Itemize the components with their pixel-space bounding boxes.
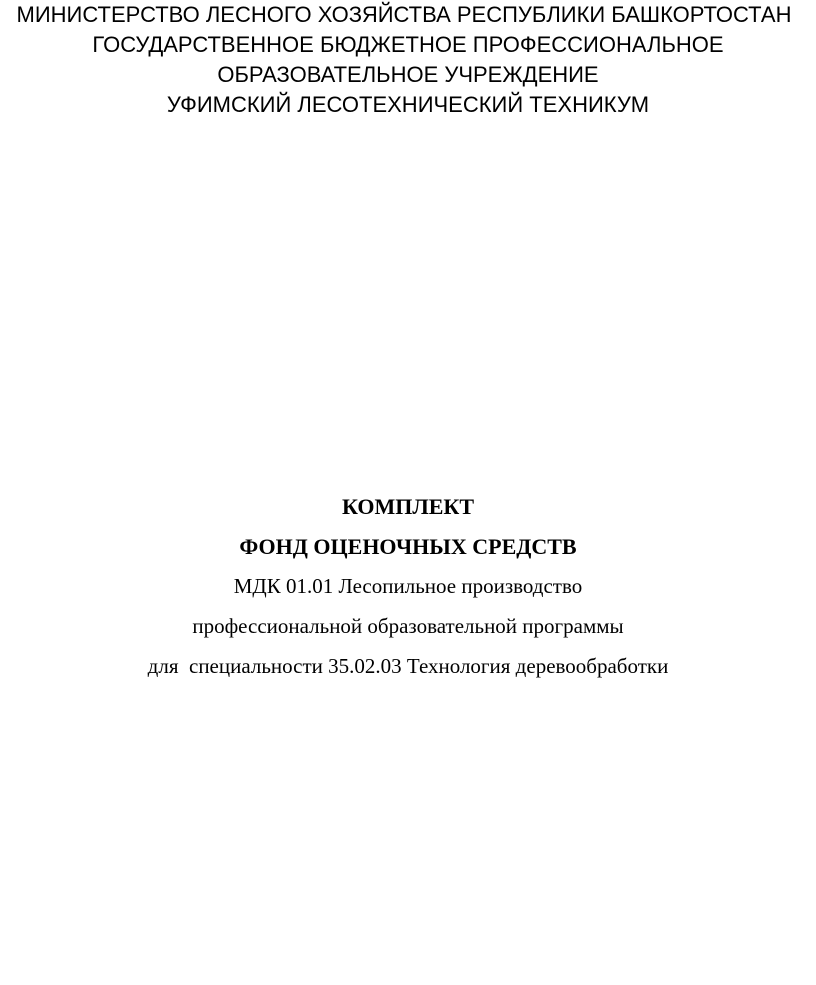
document-header bbox=[0, 0, 816, 120]
institution-name: УФИМСКИЙ ЛЕСОТЕХНИЧЕСКИЙ ТЕХНИКУМ bbox=[166, 92, 650, 117]
institution-type-line-2: ОБРАЗОВАТЕЛЬНОЕ УЧРЕЖДЕНИЕ bbox=[217, 62, 599, 87]
module-line: МДК 01.01 Лесопильное производство bbox=[233, 574, 583, 598]
program-line: профессиональной образовательной программы bbox=[192, 614, 624, 638]
institution-type-line: ГОСУДАРСТВЕННОЕ БЮДЖЕТНОЕ ПРОФЕССИОНАЛЬНОЕ bbox=[92, 32, 724, 57]
ministry-name: МИНИСТЕРСТВО ЛЕСНОГО ХОЗЯЙСТВА РЕСПУБЛИКИ БАШКОРТОСТАН bbox=[16, 2, 792, 27]
document-title-block bbox=[0, 488, 816, 686]
specialty-line: для специальности 35.02.03 Технология деревообработки bbox=[147, 654, 669, 678]
kit-heading: КОМПЛЕКТ bbox=[341, 494, 475, 519]
fund-heading: ФОНД ОЦЕНОЧНЫХ СРЕДСТВ bbox=[239, 534, 577, 559]
